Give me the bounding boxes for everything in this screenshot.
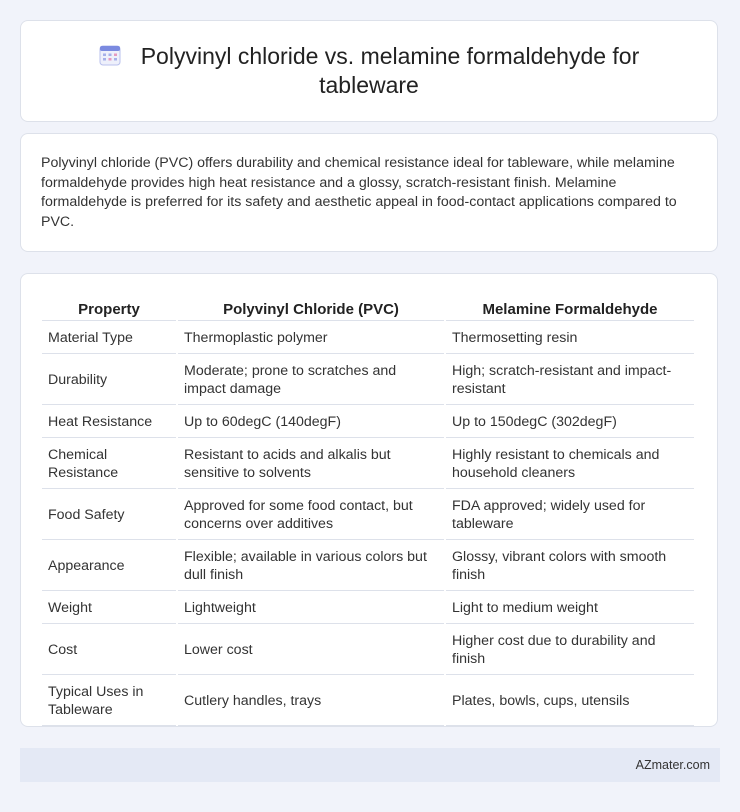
cell-melamine: Up to 150degC (302degF) <box>446 407 694 438</box>
cell-melamine: Light to medium weight <box>446 593 694 624</box>
table-row <box>42 677 694 726</box>
cell-pvc: Lower cost <box>178 626 444 675</box>
header-melamine: Melamine Formaldehyde <box>446 296 694 321</box>
cell-melamine: Highly resistant to chemicals and household cleaners <box>446 440 694 489</box>
page-title-wrap <box>61 42 677 100</box>
cell-property: Material Type <box>42 323 176 354</box>
table-header-row <box>42 296 694 321</box>
calendar-grid-icon <box>99 44 121 66</box>
cell-pvc: Thermoplastic polymer <box>178 323 444 354</box>
cell-pvc: Lightweight <box>178 593 444 624</box>
header-pvc: Polyvinyl Chloride (PVC) <box>178 296 444 321</box>
cell-melamine: Thermosetting resin <box>446 323 694 354</box>
cell-property: Weight <box>42 593 176 624</box>
table-row <box>42 440 694 489</box>
cell-pvc: Up to 60degC (140degF) <box>178 407 444 438</box>
cell-melamine: Plates, bowls, cups, utensils <box>446 677 694 726</box>
summary-card <box>20 133 718 252</box>
cell-pvc: Moderate; prone to scratches and impact damage <box>178 356 444 405</box>
table-row <box>42 626 694 675</box>
footer-brand-link[interactable]: AZmater.com <box>635 758 710 772</box>
cell-property: Cost <box>42 626 176 675</box>
comparison-table-card <box>20 273 718 727</box>
page-title: Polyvinyl chloride vs. melamine formaldehyde for tableware <box>140 43 640 98</box>
footer-bar <box>20 748 720 782</box>
cell-property: Heat Resistance <box>42 407 176 438</box>
cell-pvc: Resistant to acids and alkalis but sensitive to solvents <box>178 440 444 489</box>
cell-melamine: Glossy, vibrant colors with smooth finish <box>446 542 694 591</box>
table-row <box>42 542 694 591</box>
table-row <box>42 593 694 624</box>
cell-pvc: Flexible; available in various colors but dull finish <box>178 542 444 591</box>
table-row <box>42 323 694 354</box>
cell-melamine: FDA approved; widely used for tableware <box>446 491 694 540</box>
cell-property: Appearance <box>42 542 176 591</box>
cell-property: Chemical Resistance <box>42 440 176 489</box>
table-row <box>42 356 694 405</box>
cell-property: Typical Uses in Tableware <box>42 677 176 726</box>
title-card <box>20 20 718 122</box>
comparison-table <box>40 294 696 728</box>
table-row <box>42 491 694 540</box>
cell-property: Durability <box>42 356 176 405</box>
cell-melamine: High; scratch-resistant and impact-resistant <box>446 356 694 405</box>
cell-pvc: Cutlery handles, trays <box>178 677 444 726</box>
summary-text: Polyvinyl chloride (PVC) offers durability and chemical resistance ideal for tableware, while melamine formaldehyde provides high heat resistance and a glossy, scratch-resistant finish. Melamine formaldehyde is preferred for its safety and aesthetic appeal in food-contact applications compared to PVC. <box>41 155 677 230</box>
cell-melamine: Higher cost due to durability and finish <box>446 626 694 675</box>
cell-pvc: Approved for some food contact, but concerns over additives <box>178 491 444 540</box>
cell-property: Food Safety <box>42 491 176 540</box>
header-property: Property <box>42 296 176 321</box>
table-row <box>42 407 694 438</box>
